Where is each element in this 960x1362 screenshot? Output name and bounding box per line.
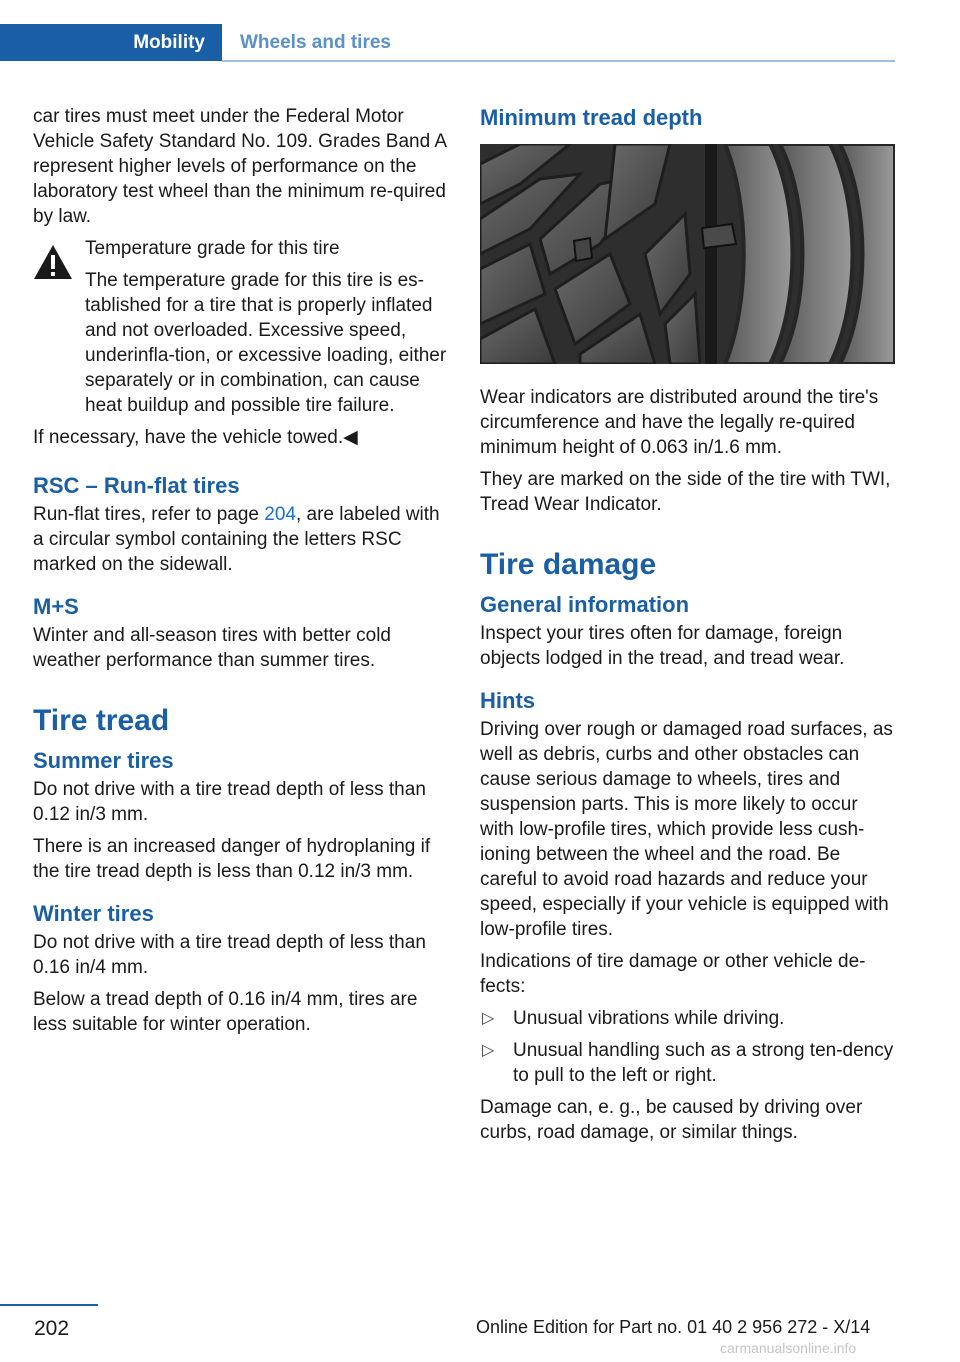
damage-cause-paragraph: Damage can, e. g., be caused by driving over curbs, road damage, or similar things. [480, 1097, 863, 1143]
edition-text: Online Edition for Part no. 01 40 2 956 272 - X/14 [476, 1317, 871, 1337]
summer-paragraph-2: There is an increased danger of hydroplaning if the tire tread depth is less than 0.12 in/3 mm. [33, 836, 431, 882]
summer-paragraph-1: Do not drive with a tire tread depth of less than 0.12 in/3 mm. [33, 779, 426, 825]
watermark: carmanualsonline.info [720, 1340, 857, 1356]
chapter-title[interactable]: Wheels and tires [240, 32, 391, 53]
warning-text: The temperature grade for this tire is es‐tablished for a tire that is properly inflated and not overloaded. Excessive speed, underinfla‐tion, or excessive loading, either separately or in combination, can cause heat buildup and possible tire failure. [85, 270, 447, 416]
tread-wear-indicator-image [480, 144, 895, 364]
ms-paragraph: Winter and all-season tires with better cold weather performance than summer tires. [33, 625, 391, 671]
general-paragraph: Inspect your tires often for damage, foreign objects lodged in the tread, and tread wear. [480, 623, 845, 669]
header-rule [222, 60, 895, 62]
wear-paragraph-2: They are marked on the side of the tire with TWI, Tread Wear Indicator. [480, 469, 891, 515]
warning-box [33, 236, 449, 418]
winter-paragraph-1: Do not drive with a tire tread depth of less than 0.16 in/4 mm. [33, 932, 426, 978]
section-tab-mobility[interactable]: Mobility [0, 24, 222, 61]
list-item-text: Unusual vibrations while driving. [513, 1008, 785, 1029]
hints-heading: Hints [480, 688, 535, 713]
rsc-text-pre: Run-flat tires, refer to page [33, 504, 265, 525]
list-item [480, 1006, 895, 1031]
warning-title: Temperature grade for this tire [85, 238, 340, 259]
rsc-heading: RSC – Run-flat tires [33, 473, 240, 498]
tire-damage-heading: Tire damage [480, 548, 657, 581]
indications-paragraph: Indications of tire damage or other vehicle de‐fects: [480, 951, 866, 997]
footer-rule [0, 1304, 98, 1306]
warning-triangle-icon [33, 244, 73, 280]
damage-indications-list [480, 1006, 895, 1088]
winter-tires-heading: Winter tires [33, 901, 154, 926]
list-item [480, 1038, 895, 1088]
rsc-text-post: , are labeled with a circular symbol containing the letters RSC marked on the sidewall. [33, 504, 440, 575]
summer-tires-heading: Summer tires [33, 748, 174, 773]
right-column [480, 104, 895, 1152]
wear-paragraph-1: Wear indicators are distributed around the tire's circumference and have the legally re‐quired minimum height of 0.063 in/1.6 mm. [480, 387, 879, 458]
ms-heading: M+S [33, 594, 79, 619]
winter-paragraph-2: Below a tread depth of 0.16 in/4 mm, tires are less suitable for winter operation. [33, 989, 418, 1035]
left-column [33, 104, 449, 1044]
list-item-text: Unusual handling such as a strong ten‐dency to pull to the left or right. [513, 1040, 894, 1086]
rsc-paragraph [33, 502, 449, 577]
page-number: 202 [34, 1317, 70, 1340]
minimum-tread-depth-heading: Minimum tread depth [480, 105, 703, 130]
page-204-link[interactable]: 204 [264, 504, 296, 525]
tire-tread-heading: Tire tread [33, 704, 170, 737]
triangle-bullet-icon: ▷ [482, 1010, 495, 1027]
warning-end: If necessary, have the vehicle towed.◀ [33, 427, 358, 448]
hints-paragraph: Driving over rough or damaged road surfaces, as well as debris, curbs and other obstacles can cause serious damage to wheels, tires and suspension parts. This is more likely to occur with low-profile tires, which provide less cush‐ioning between the wheel and the road. Be careful to avoid road hazards and reduce your speed, especially if your vehicle is equipped with low-profile tires. [480, 719, 893, 940]
triangle-bullet-icon: ▷ [482, 1042, 495, 1059]
page-header [0, 24, 895, 62]
intro-paragraph: car tires must meet under the Federal Motor Vehicle Safety Standard No. 109. Grades Band A represent higher levels of performance on the laboratory test wheel than the minimum re‐quired by law. [33, 106, 446, 227]
general-information-heading: General information [480, 592, 690, 617]
